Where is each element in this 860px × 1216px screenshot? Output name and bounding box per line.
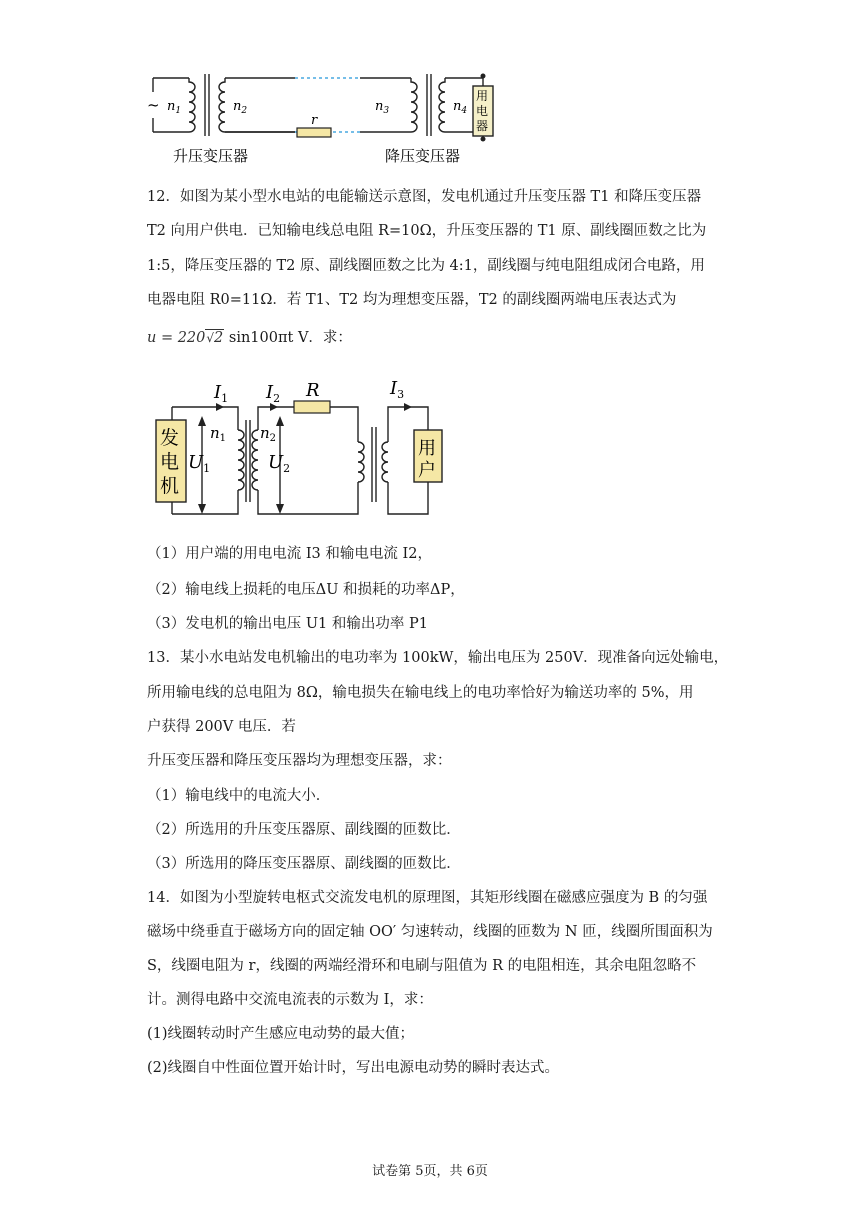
q12-sub-1: （1）用户端的用电电流 I3 和输电电流 I2， [147, 546, 432, 562]
load-char-2: 电 [476, 104, 489, 118]
transmission-diagram [145, 70, 510, 170]
q13-line-3: 户获得 200V 电压．若 [147, 719, 296, 735]
user-char-2: 户 [418, 460, 436, 481]
label-U1: $U_1$ [188, 452, 211, 475]
label-U2: $U_2$ [268, 452, 291, 475]
label-n3: $n_3$ [375, 99, 390, 116]
q13-sub-1: （1）输电线中的电流大小． [147, 788, 331, 804]
load-char-1: 用 [476, 89, 489, 103]
label-n1: $n_1$ [210, 424, 227, 444]
label-r: r [311, 113, 318, 128]
q12-sub-3: （3）发电机的输出电压 U1 和输出功率 P1 [147, 616, 428, 632]
q13-sub-3: （3）所选用的降压变压器原、副线圈的匝数比． [147, 856, 461, 872]
q14-line-3: S，线圈电阻为 r，线圈的两端经滑环和电刷与阻值为 R 的电阻相连，其余电阻忽略不 [147, 958, 697, 974]
q12-line-3: 1:5，降压变压器的 T2 原、副线圈匝数之比为 4:1，副线圈与纯电阻组成闭合电路，用 [147, 258, 705, 274]
q14-sub-1: (1)线圈转动时产生感应电动势的最大值； [147, 1026, 415, 1042]
load-char-3: 器 [476, 119, 489, 133]
formula-sqrt: √2 [206, 330, 224, 346]
generator-char-1: 发 [160, 427, 180, 449]
generator-char-3: 机 [160, 475, 180, 497]
q12-line-1: 12．如图为某小型水电站的电能输送示意图，发电机通过升压变压器 T1 和降压变压器 [147, 189, 702, 205]
q13-line-2: 所用输电线的总电阻为 8Ω，输电损失在输电线上的电功率恰好为输送功率的 5%，用 [147, 685, 694, 701]
label-I1: $I_1$ [214, 382, 229, 405]
label-n1: $n_1$ [167, 99, 182, 116]
q14-sub-2: (2)线圈自中性面位置开始计时，写出电源电动势的瞬时表达式。 [147, 1060, 560, 1076]
q12-sub-2: （2）输电线上损耗的电压ΔU 和损耗的功率ΔP， [147, 582, 465, 598]
label-n2: $n_2$ [233, 99, 248, 116]
step-up-label: 升压变压器 [173, 147, 249, 165]
label-I3: $I_3$ [390, 378, 405, 401]
q13-sub-2: （2）所选用的升压变压器原、副线圈的匝数比． [147, 822, 461, 838]
page-footer: 试卷第 5页，共 6页 [372, 1164, 488, 1179]
label-R: R [306, 380, 320, 401]
q12-line-2: T2 向用户供电．已知输电线总电阻 R=10Ω，升压变压器的 T1 原、副线圈匝数之比为 [147, 223, 707, 239]
step-down-label: 降压变压器 [385, 147, 461, 165]
generator-char-2: 电 [160, 451, 180, 473]
q13-line-1: 13．某小水电站发电机输出的电功率为 100kW，输出电压为 250V．现准备向远处输电， [147, 650, 729, 666]
user-char-1: 用 [418, 438, 436, 459]
label-I2: $I_2$ [266, 382, 281, 405]
ac-source-symbol: ~ [147, 96, 160, 114]
q12-formula [147, 328, 352, 348]
formula-rest: sin100πt V．求： [224, 330, 352, 346]
formula-lhs: u = 220 [147, 330, 206, 346]
q14-line-1: 14．如图为小型旋转电枢式交流发电机的原理图，其矩形线圈在磁感应强度为 B 的匀强 [147, 890, 708, 906]
q14-line-4: 计。测得电路中交流电流表的示数为 I，求： [147, 992, 433, 1008]
q12-line-4: 电器电阻 R0=11Ω．若 T1、T2 均为理想变压器，T2 的副线圈两端电压表达式为 [147, 292, 677, 308]
label-n4: $n_4$ [453, 99, 468, 116]
generator-circuit-diagram [150, 372, 450, 522]
q14-line-2: 磁场中绕垂直于磁场方向的固定轴 OO′ 匀速转动，线圈的匝数为 N 匝，线圈所围面积为 [147, 924, 713, 940]
label-n2: $n_2$ [260, 424, 277, 444]
q13-line-4: 升压变压器和降压变压器均为理想变压器，求： [147, 753, 452, 769]
